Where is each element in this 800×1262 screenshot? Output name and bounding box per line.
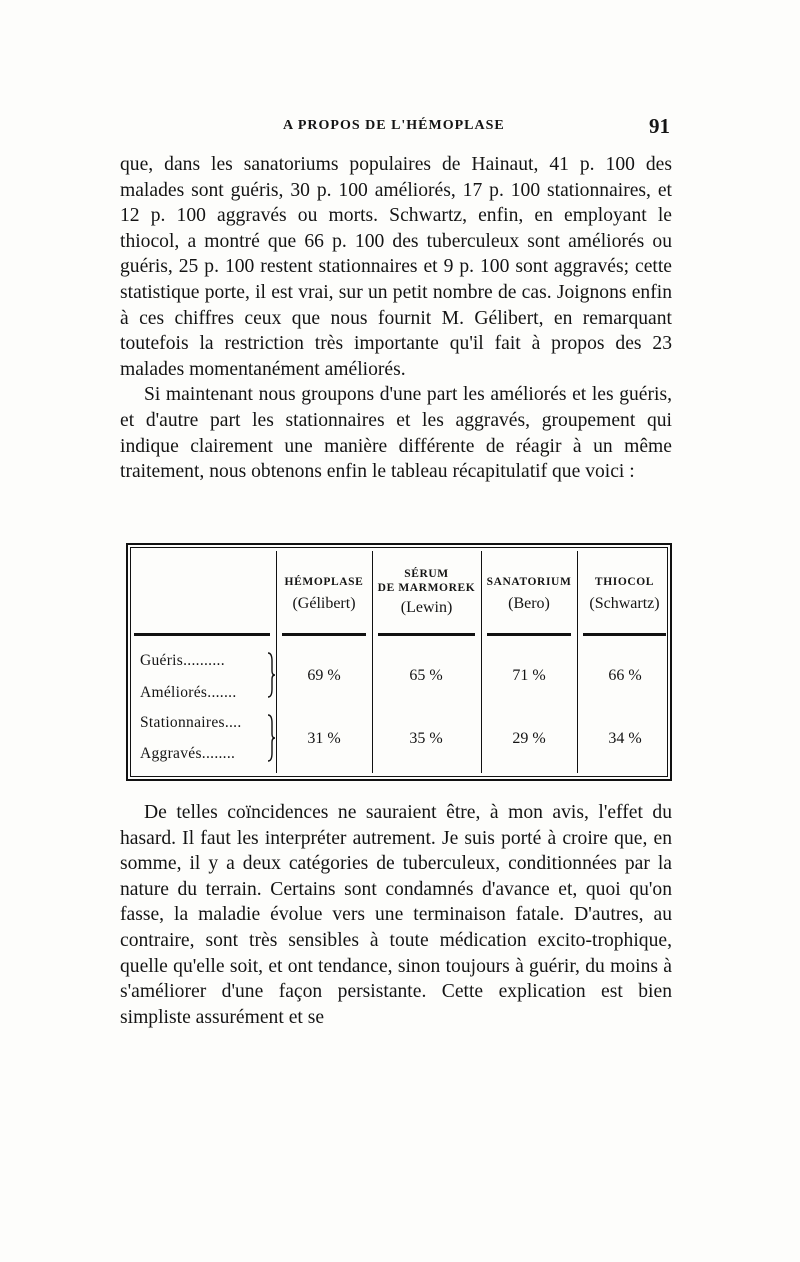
value-hemoplase-stationary: 31 % [307, 730, 341, 747]
summary-table [126, 543, 672, 781]
value-thiocol-improved: 66 % [608, 667, 642, 684]
brace-group-2 [267, 713, 275, 763]
header-rule [378, 633, 475, 636]
column-header-hemoplase [276, 575, 372, 615]
row-label-ameliores: Améliorés....... [140, 684, 237, 701]
header-rule [134, 633, 270, 636]
value-sanatorium-stationary: 29 % [512, 730, 546, 747]
body-text-bottom [120, 800, 672, 1030]
paragraph: De telles coïncidences ne sauraient être, à mon avis, l'effet du hasard. Il faut les interpréter autrement. Je suis porté à croire que, en somme, il y a deux catégories de tuberculeux, conditionnées par la nature du terrain. Certains sont condamnés d'avance et, quoi qu'on fasse, la maladie évolue vers une terminaison fatale. D'autres, au contraire, sont très sensibles à toute médication excito-trophique, quelle qu'elle soit, et ont tendance, sinon toujours à guérir, du moins à s'améliorer d'une façon persistante. Cette explication est bien simpliste assurément et se [120, 802, 672, 1028]
paragraph: que, dans les sanatoriums populaires de Hainaut, 41 p. 100 des malades sont guéris, 30 p. 100 améliorés, 17 p. 100 stationnaires, et 12 p. 100 aggravés ou morts. Schwartz, enfin, en employant le thiocol, a montré que 66 p. 100 des tuberculeux sont améliorés ou guéris, 25 p. 100 restent stationnaires et 9 p. 100 sont aggravés; cette statistique porte, il est vrai, sur un petit nombre de cas. Joignons enfin à ces chiffres ceux que nous fournit M. Gélibert, en remarquant toutefois la restriction très importante qu'il fait à propos des 23 malades momentanément améliorés. [120, 154, 672, 380]
row-label-gueris: Guéris.......... [140, 652, 225, 669]
value-thiocol-stationary: 34 % [608, 730, 642, 747]
body-text-top [120, 152, 672, 485]
column-name: SANATORIUM [486, 576, 572, 588]
header-rule [282, 633, 366, 636]
column-header-sanatorium [481, 575, 577, 615]
row-label-aggraves: Aggravés........ [140, 745, 236, 762]
running-title: A PROPOS DE L'HÉMOPLASE [283, 118, 505, 133]
page-number: 91 [649, 114, 670, 138]
column-name: THIOCOL [594, 576, 655, 588]
page-header [118, 114, 670, 142]
value-serum-stationary: 35 % [409, 730, 443, 747]
header-rule [583, 633, 666, 636]
column-author: (Bero) [508, 595, 550, 612]
column-name: HÉMOPLASE [284, 576, 364, 588]
column-author: (Gélibert) [292, 595, 356, 612]
header-rule [487, 633, 571, 636]
column-author: (Lewin) [400, 599, 453, 616]
column-name: SÉRUM [404, 568, 449, 580]
paragraph: Si maintenant nous groupons d'une part les améliorés et les guéris, et d'autre part les stationnaires et les aggravés, groupement qui indique clairement une manière différente de réagir à un même traitement, nous obtenons enfin le tableau récapitulatif que voici : [120, 384, 672, 483]
column-header-thiocol [577, 575, 672, 615]
column-header-serum [372, 567, 481, 619]
row-label-stationnaires: Stationnaires.... [140, 714, 242, 731]
value-serum-improved: 65 % [409, 667, 443, 684]
value-hemoplase-improved: 69 % [307, 667, 341, 684]
column-author: (Schwartz) [589, 595, 660, 612]
column-name: DE MARMOREK [377, 582, 476, 594]
brace-group-1 [267, 651, 275, 699]
value-sanatorium-improved: 71 % [512, 667, 546, 684]
